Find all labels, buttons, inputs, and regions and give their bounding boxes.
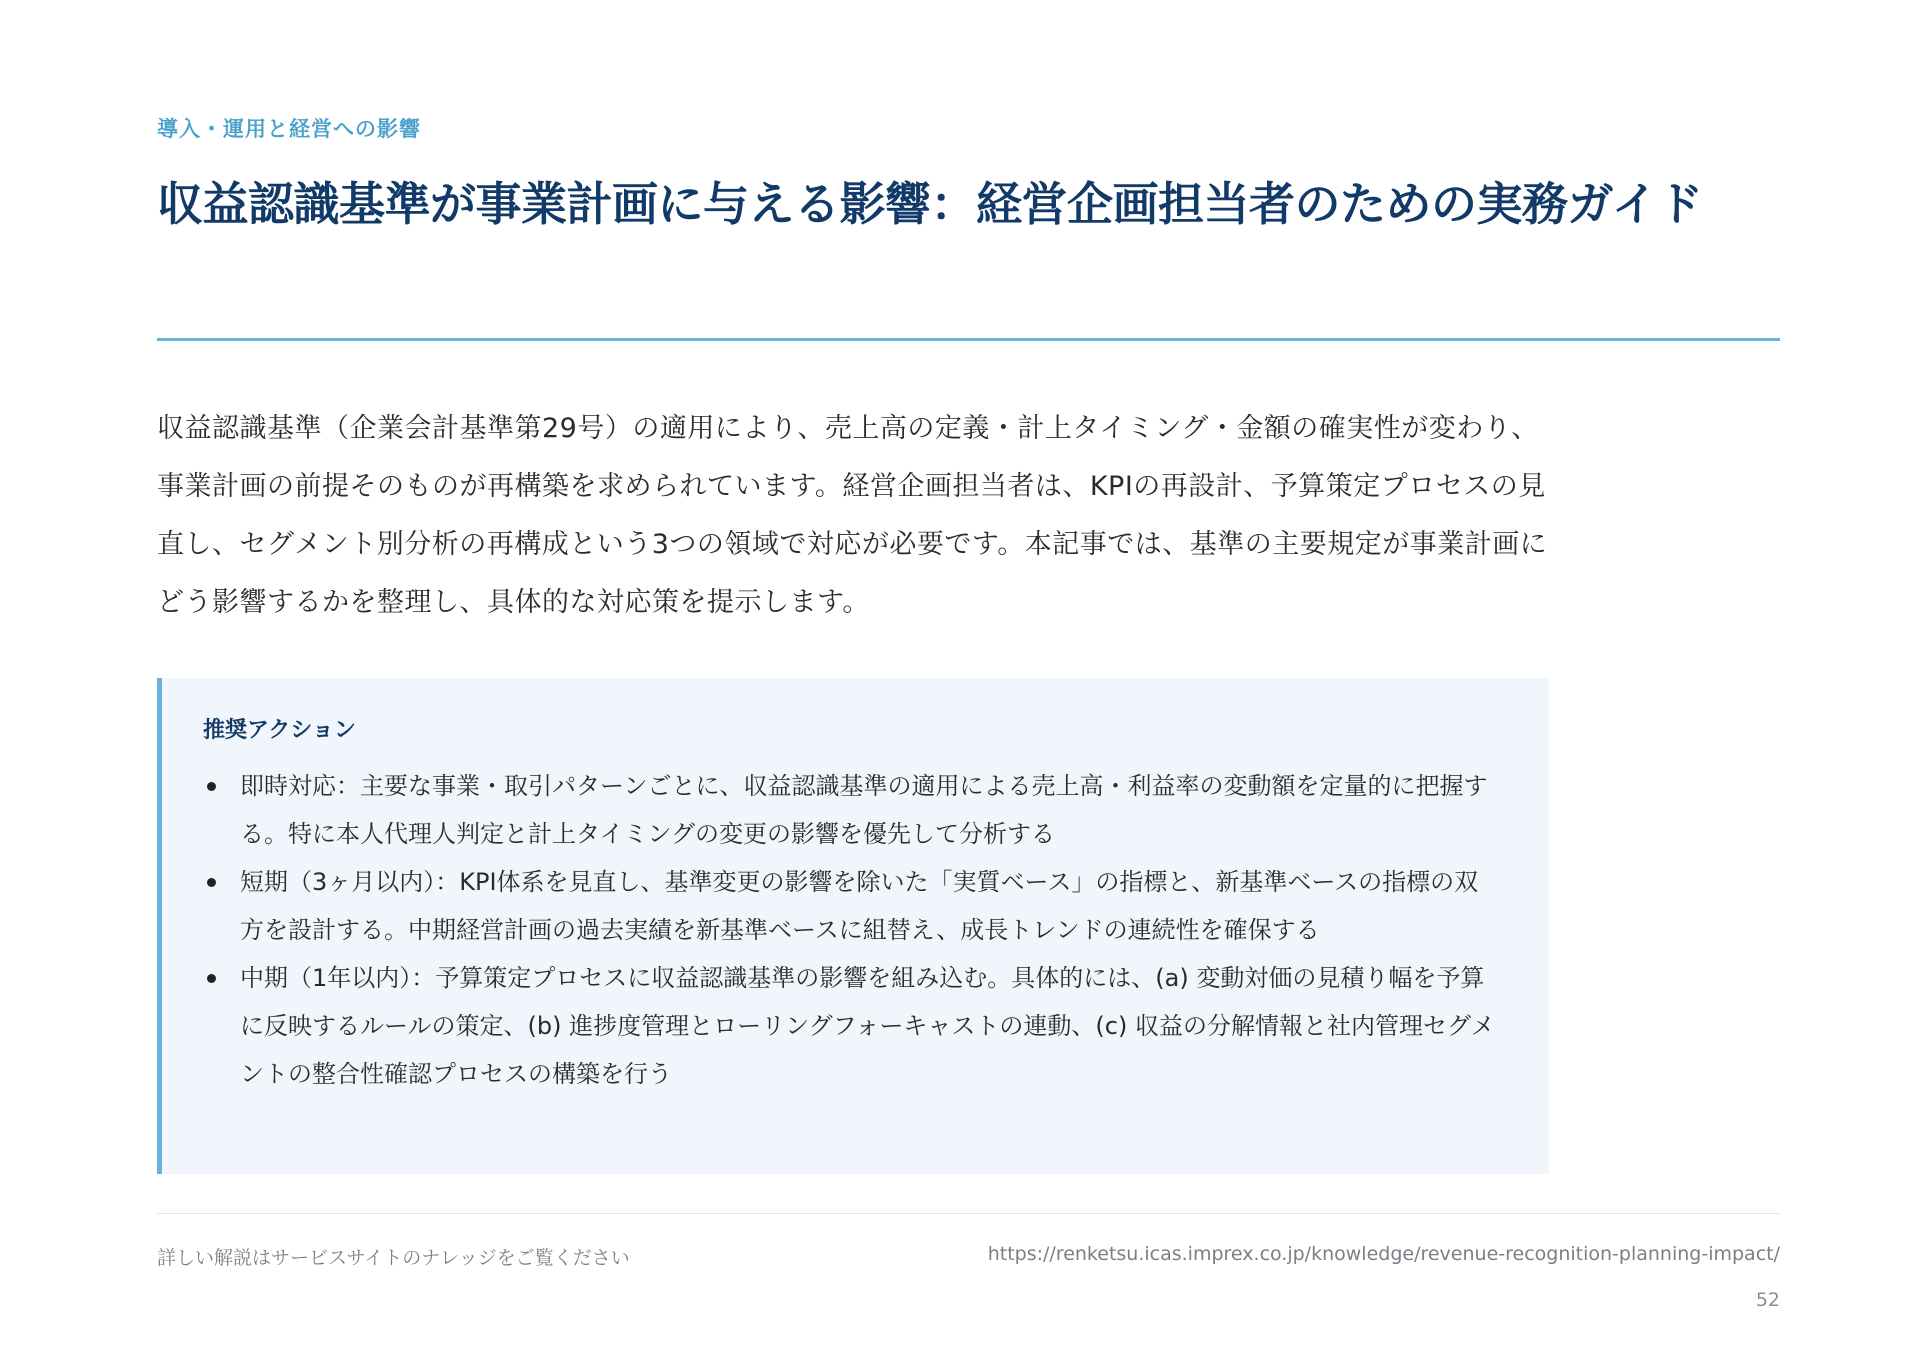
action-item-mid-term (240, 954, 1497, 1098)
callout-heading: 推奨アクション (203, 718, 356, 743)
action-list (240, 762, 1497, 1098)
action-item-immediate (240, 762, 1497, 858)
category-label: 導入・運用と経営への影響 (157, 117, 421, 141)
action-item-text: 中期（1年以内）：予算策定プロセスに収益認識基準の影響を組み込む。具体的には、(a) 変動対価の見積り幅を予算に反映するルールの策定、(b) 進捗度管理とローリングフォーキャストの連動、(c) 収益の分解情報と社内管理セグメントの整合性確認プロセスの構築を行う (240, 964, 1495, 1088)
document-page (157, 0, 1780, 1357)
bullet-icon (207, 878, 216, 887)
footer-divider (157, 1213, 1780, 1214)
page-number: 52 (1755, 1289, 1780, 1311)
action-item-text: 即時対応：主要な事業・取引パターンごとに、収益認識基準の適用による売上高・利益率の変動額を定量的に把握する。特に本人代理人判定と計上タイミングの変更の影響を優先して分析する (240, 772, 1488, 848)
footer-url-link[interactable]: https://renketsu.icas.imprex.co.jp/knowledge/revenue-recognition-planning-impact/ (987, 1243, 1780, 1265)
bullet-icon (207, 974, 216, 983)
bullet-icon (207, 782, 216, 791)
action-item-short-term (240, 858, 1497, 954)
page-title: 収益認識基準が事業計画に与える影響：経営企画担当者のための実務ガイド (157, 177, 1703, 231)
title-divider (157, 338, 1780, 341)
footer-note: 詳しい解説はサービスサイトのナレッジをご覧ください (157, 1247, 630, 1269)
action-item-text: 短期（3ヶ月以内）：KPI体系を見直し、基準変更の影響を除いた「実質ベース」の指標と、新基準ベースの指標の双方を設計する。中期経営計画の過去実績を新基準ベースに組替え、成長トレンドの連続性を確保する (240, 868, 1479, 944)
lead-paragraph: 収益認識基準（企業会計基準第29号）の適用により、売上高の定義・計上タイミング・金額の確実性が変わり、事業計画の前提そのものが再構築を求められています。経営企画担当者は、KPIの再設計、予算策定プロセスの見直し、セグメント別分析の再構成という3つの領域で対応が必要です。本記事では、基準の主要規定が事業計画にどう影響するかを整理し、具体的な対応策を提示します。 (157, 413, 1548, 618)
